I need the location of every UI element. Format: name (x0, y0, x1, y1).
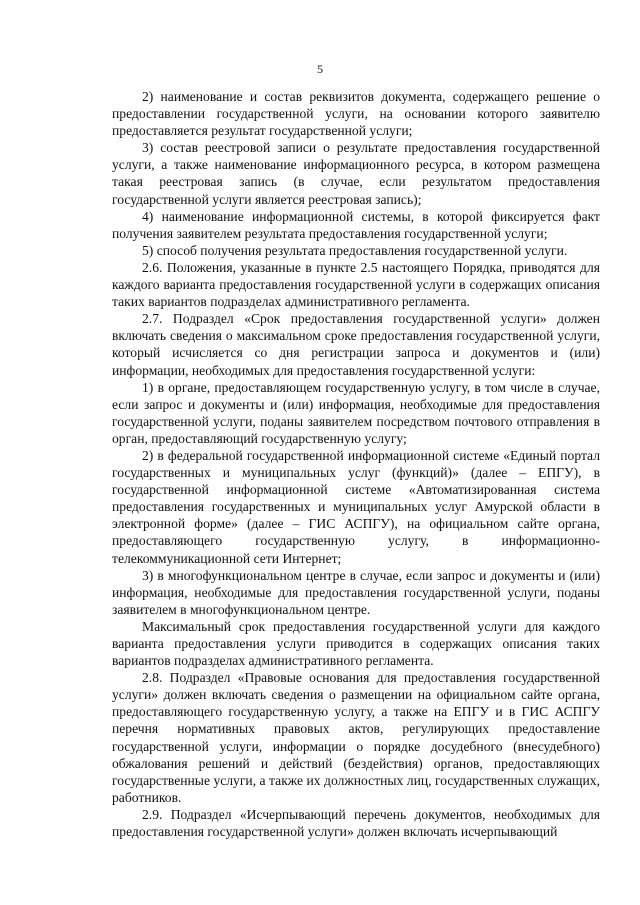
paragraph: 2.6. Положения, указанные в пункте 2.5 настоящего Порядка, приводятся для каждого варианта предоставления государственной услуги в содержащих описания таких вариантов подразделах административного регламента. (112, 259, 600, 310)
page-number: 5 (317, 62, 323, 76)
paragraph: 3) состав реестровой записи о результате предоставления государственной услуги, а также наименование информационного ресурса, в котором размещена такая реестровая запись (в случае, если результатом предоставления государственной услуги является реестровая запись); (112, 140, 600, 207)
paragraph: 3) в многофункциональном центре в случае, если запрос и документы и (или) информация, необходимые для предоставления государственной услуги, поданы заявителем в многофункциональном центре. (112, 567, 600, 617)
paragraph: 2) наименование и состав реквизитов документа, содержащего решение о предоставлении государственной услуги, на основании которого заявителю предоставляется результат государственной услуги; (112, 89, 600, 139)
paragraph: 4) наименование информационной системы, в которой фиксируется факт получения заявителем результата предоставления государственной услуги; (112, 208, 600, 241)
paragraph: 1) в органе, предоставляющем государственную услугу, в том числе в случае, если запрос и документы и (или) информация, необходимые для предоставления государственной услуги, поданы заявителем посредством почтового отправления в орган, предоставляющий государственную услугу; (112, 379, 600, 446)
paragraph: 2.7. Подраздел «Срок предоставления государственной услуги» должен включать сведения о максимальном сроке предоставления государственной услуги, который исчисляется со дня регистрации запроса и документов и (или) информации, необходимых для предоставления государственной услуги: (112, 311, 600, 378)
document-body (112, 88, 600, 840)
paragraph: 2) в федеральной государственной информационной системе «Единый портал государственных и муниципальных услуг (функций)» (далее – ЕПГУ), в государственной информационной системе «Автоматизированная система предоставления государственных и муниципальных услуг Амурской области в электронной форме» (далее – ГИС АСПГУ), на официальном сайте органа, предоставляющего государственную услугу, в информационно-телекоммуникационной сети Интернет; (112, 447, 600, 566)
paragraph: 2.9. Подраздел «Исчерпывающий перечень документов, необходимых для предоставления государственной услуги» должен включать исчерпывающий (112, 806, 600, 840)
paragraph: Максимальный срок предоставления государственной услуги для каждого варианта предоставления услуги приводится в содержащих описания таких вариантов подразделах административного регламента. (112, 618, 600, 669)
paragraph: 2.8. Подраздел «Правовые основания для предоставления государственной услуги» должен включать сведения о размещении на официальном сайте органа, предоставляющего государственную услугу, а также на ЕПГУ и в ГИС АСПГУ перечня нормативных правовых актов, регулирующих предоставление государственной услуги, информации о порядке досудебного (внесудебного) обжалования решений и действий (бездействия) органов, предоставляющих государственные услуги, а также их должностных лиц, государственных служащих, работников. (112, 670, 600, 805)
paragraph: 5) способ получения результата предоставления государственной услуги. (142, 242, 568, 258)
